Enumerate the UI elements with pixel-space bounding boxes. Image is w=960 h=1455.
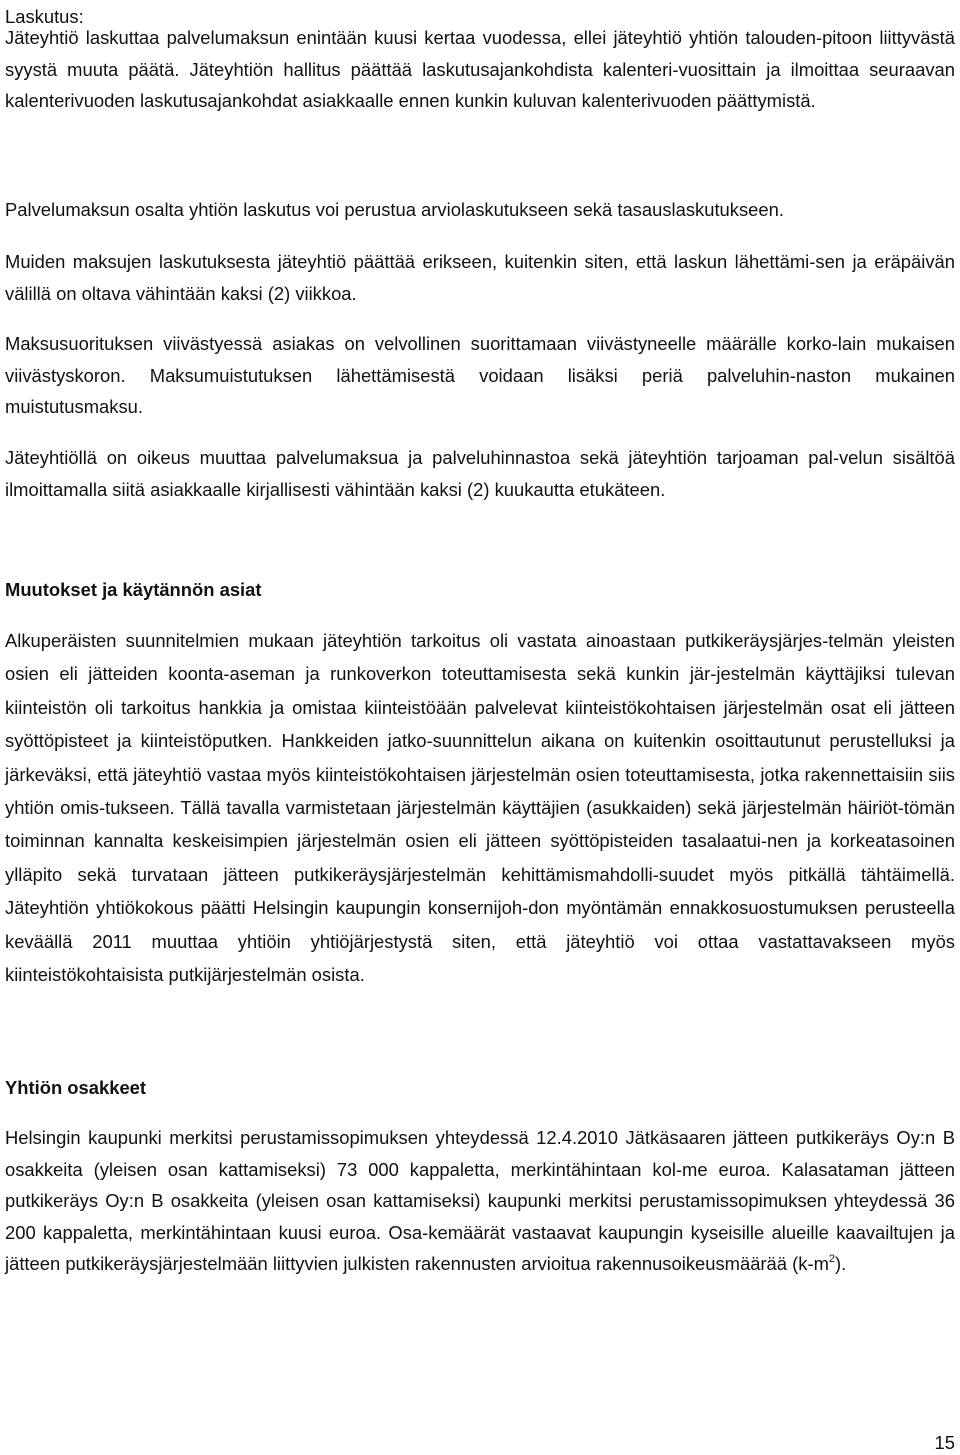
paragraph-osakkeet-text: Helsingin kaupunki merkitsi perustamissopimuksen yhteydessä 12.4.2010 Jätkäsaaren jätteen putkikeräys Oy:n B osakkeita (yleisen osan kattamiseksi) 73 000 kappaletta, merkintähintaan kol-me euroa. Kalasataman jätteen putkikeräys Oy:n B osakkeita (yleisen osan kattamiseksi) kaupunki merkitsi perustamissopimuksen yhteydessä 36 200 kappaletta, merkintähintaan kuusi euroa. Osa-kemäärät vastaavat kaupungin kyseisille alueille kaavailtujen ja jätteen putkikeräysjärjestelmään liittyvien julkisten rakennusten arvioitua rakennusoikeusmäärää (k-m — [5, 1127, 955, 1274]
paragraph-laskutus-5: Jäteyhtiöllä on oikeus muuttaa palvelumaksua ja palveluhinnastoa sekä jäteyhtiön tarjoaman pal-velun sisältöä ilmoittamalla siitä asiakkaalle kirjallisesti vähintään kaksi (2) kuukautta etukäteen. — [5, 447, 955, 500]
heading-muutokset: Muutokset ja käytännön asiat — [5, 579, 262, 600]
heading-osakkeet-text: Yhtiön osakkeet — [5, 1077, 147, 1098]
paragraph-laskutus-2: Palvelumaksun osalta yhtiön laskutus voi perustua arviolaskutukseen sekä tasauslaskutukseen. — [5, 199, 784, 220]
superscript-2: 2 — [828, 1252, 836, 1265]
page-number: 15 — [934, 1432, 955, 1453]
paragraph-laskutus-1: Jäteyhtiö laskuttaa palvelumaksun enintään kuusi kertaa vuodessa, ellei jäteyhtiö yhtiön talouden-pitoon liittyvästä syystä muuta päätä. Jäteyhtiön hallitus päättää laskutusajankohdista kalenteri-vuosittain ja ilmoittaa seuraavan kalenterivuoden laskutusajankohdat asiakkaalle ennen kunkin kuluvan kalenterivuoden päättymistä. — [5, 27, 955, 111]
paragraph-osakkeet-tail: ). — [835, 1253, 847, 1274]
paragraph-osakkeet-1 — [5, 1122, 955, 1280]
heading-osakkeet — [5, 1076, 146, 1100]
paragraph-laskutus-4: Maksusuorituksen viivästyessä asiakas on velvollinen suorittamaan viivästyneelle määrälle korko-lain mukaisen viivästyskoron. Maksumuistutuksen lähettämisestä voidaan lisäksi periä palveluhin-naston mukainen muistutusmaksu. — [5, 333, 955, 417]
paragraph-laskutus-3: Muiden maksujen laskutuksesta jäteyhtiö päättää erikseen, kuitenkin siten, että laskun lähettämi-sen ja eräpäivän välillä on oltava vähintään kaksi (2) viikkoa. — [5, 251, 955, 304]
section-label-laskutus: Laskutus: — [5, 6, 84, 27]
paragraph-muutokset-1: Alkuperäisten suunnitelmien mukaan jäteyhtiön tarkoitus oli vastata ainoastaan putkikeräysjärjes-telmän yleisten osien eli jätteiden koonta-aseman ja runkoverkon toteuttamisesta sekä kunkin jär-jestelmän käyttäjiksi tulevan kiinteistön oli tarkoitus hankkia ja omistaa kiinteistöään palvelevat kiinteistökohtaisen järjestelmän osat eli jätteen syöttöpisteet ja kiinteistöputken. Hankkeiden jatko-suunnittelun aikana on kuitenkin osoittautunut perustelluksi ja järkeväksi, että jäteyhtiö vastaa myös kiinteistökohtaisen järjestelmän osien toteuttamisesta, jotka rakennettaisiin siis yhtiön omis-tukseen. Tällä tavalla varmistetaan järjestelmän käyttäjien (asukkaiden) sekä järjestelmän häiriöt-tömän toiminnan kannalta keskeisimpien järjestelmän osien eli jätteen syöttöpisteiden tasalaatui-nen ja korkeatasoinen ylläpito sekä turvataan jätteen putkikeräysjärjestelmän kehittämismahdolli-suudet myös pitkällä tähtäimellä. Jäteyhtiön yhtiökokous päätti Helsingin kaupungin konsernijoh-don myöntämän ennakkosuostumuksen perusteella keväällä 2011 muuttaa yhtiöin yhtiöjärjestystä siten, että jäteyhtiö voi ottaa vastattavakseen myös kiinteistökohtaisista putkijärjestelmän osista. — [5, 630, 955, 986]
